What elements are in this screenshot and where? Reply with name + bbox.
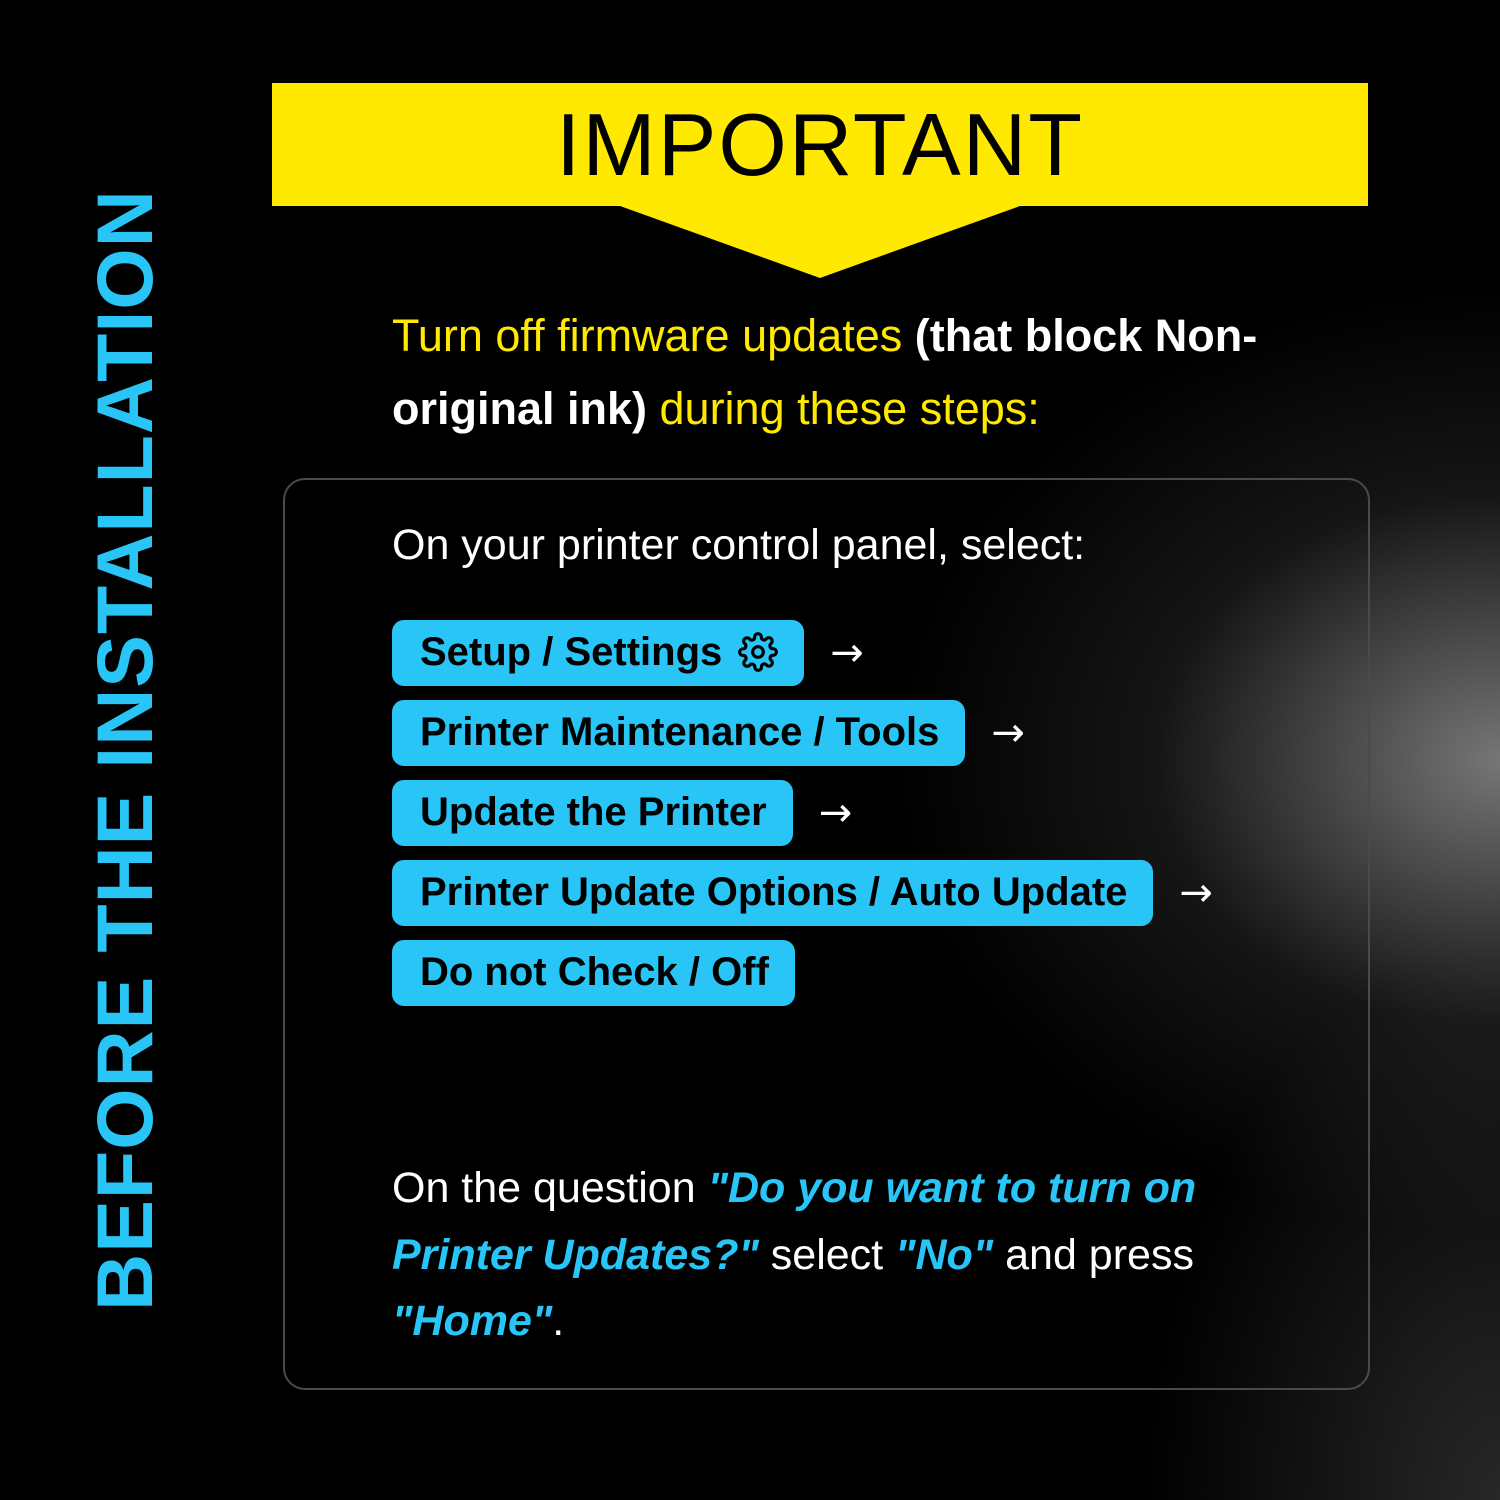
step-chip-update-the-printer[interactable] <box>392 780 793 846</box>
step-chip-do-not-check-off[interactable] <box>392 940 795 1006</box>
arrow-right-icon: → <box>818 790 853 836</box>
list-item <box>392 700 1352 766</box>
closing-answer-no: "No" <box>895 1230 994 1279</box>
vertical-title: BEFORE THE INSTALLATION <box>80 189 169 1311</box>
list-item <box>392 860 1352 926</box>
list-item <box>392 940 1352 1006</box>
closing-question-quote: "Do you want to turn on Printer Updates?" <box>392 1164 1197 1279</box>
vertical-title-container <box>0 0 250 1500</box>
headline-part-3: during these steps: <box>647 382 1040 434</box>
headline <box>392 300 1382 446</box>
important-banner <box>272 83 1368 206</box>
headline-part-2: (that block Non-original ink) <box>392 310 1258 434</box>
closing-part-3: and press <box>993 1230 1194 1279</box>
list-item <box>392 620 1352 686</box>
closing-part-4: . <box>552 1297 565 1346</box>
headline-part-1: Turn off firmware updates <box>392 310 915 361</box>
steps-list <box>392 620 1352 1020</box>
important-banner-label: IMPORTANT <box>555 94 1085 194</box>
closing-part-2: select <box>758 1230 896 1279</box>
gear-icon <box>738 632 778 672</box>
closing-paragraph <box>392 1155 1282 1355</box>
step-label: Printer Update Options / Auto Update <box>420 870 1128 914</box>
step-chip-printer-update-options-auto-update[interactable] <box>392 860 1153 926</box>
step-label: Do not Check / Off <box>420 950 769 994</box>
step-label: Update the Printer <box>420 790 767 834</box>
panel-lead-text: On your printer control panel, select: <box>392 521 1086 569</box>
closing-part-1: On the question <box>392 1164 708 1212</box>
step-chip-setup-settings[interactable] <box>392 620 804 686</box>
arrow-right-icon: → <box>830 630 864 676</box>
arrow-right-icon: → <box>991 710 1025 756</box>
banner-notch-shape <box>620 206 1020 278</box>
list-item <box>392 780 1352 846</box>
arrow-right-icon: → <box>1179 870 1213 916</box>
step-chip-printer-maintenance-tools[interactable] <box>392 700 965 766</box>
closing-home-button: "Home" <box>392 1297 553 1346</box>
step-label: Printer Maintenance / Tools <box>420 710 940 754</box>
step-label: Setup / Settings <box>420 630 723 674</box>
